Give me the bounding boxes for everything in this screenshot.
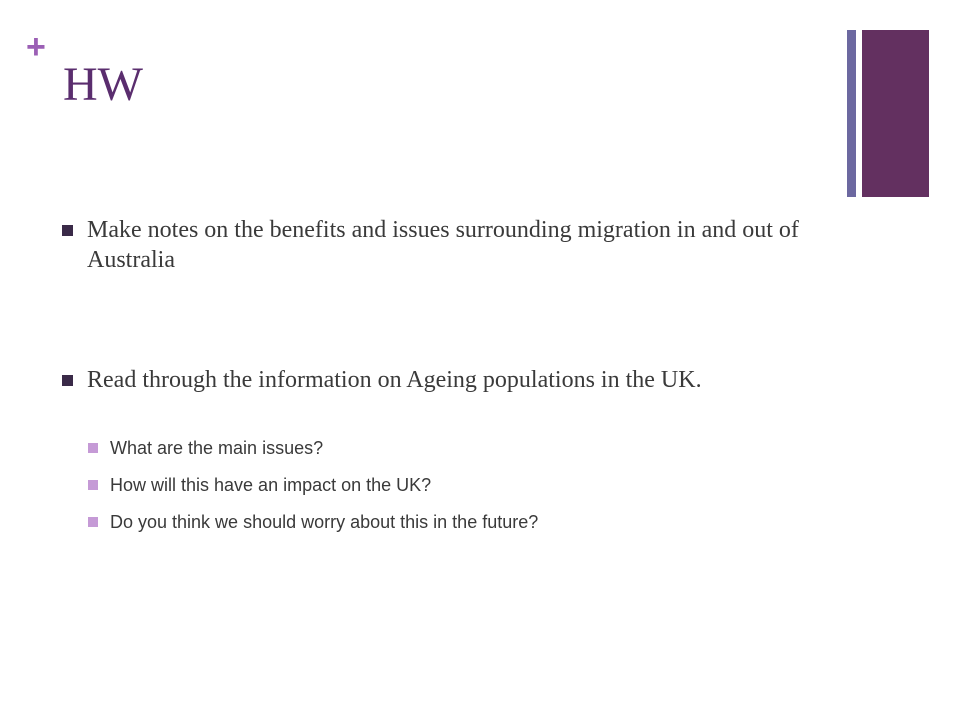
- sub-bullet-text: Do you think we should worry about this in the future?: [110, 512, 539, 532]
- bullet-text: Make notes on the benefits and issues surrounding migration in and out of Australia: [87, 217, 799, 273]
- sub-bullet-item: [110, 437, 830, 459]
- square-bullet-icon: [88, 443, 98, 453]
- slide-title: HW: [63, 58, 143, 111]
- accent-bar-thin: [847, 30, 856, 197]
- sub-bullet-text: What are the main issues?: [110, 438, 324, 458]
- bullet-item: [87, 215, 847, 275]
- sub-bullet-item: [110, 511, 830, 533]
- square-bullet-icon: [62, 225, 73, 236]
- sub-bullet-text: How will this have an impact on the UK?: [110, 475, 432, 495]
- square-bullet-icon: [88, 517, 98, 527]
- square-bullet-icon: [62, 375, 73, 386]
- sub-bullet-item: [110, 474, 830, 496]
- square-bullet-icon: [88, 480, 98, 490]
- bullet-text: Read through the information on Ageing populations in the UK.: [87, 367, 702, 393]
- plus-icon: +: [26, 28, 46, 66]
- bullet-item: [87, 365, 847, 395]
- accent-bar-wide: [862, 30, 929, 197]
